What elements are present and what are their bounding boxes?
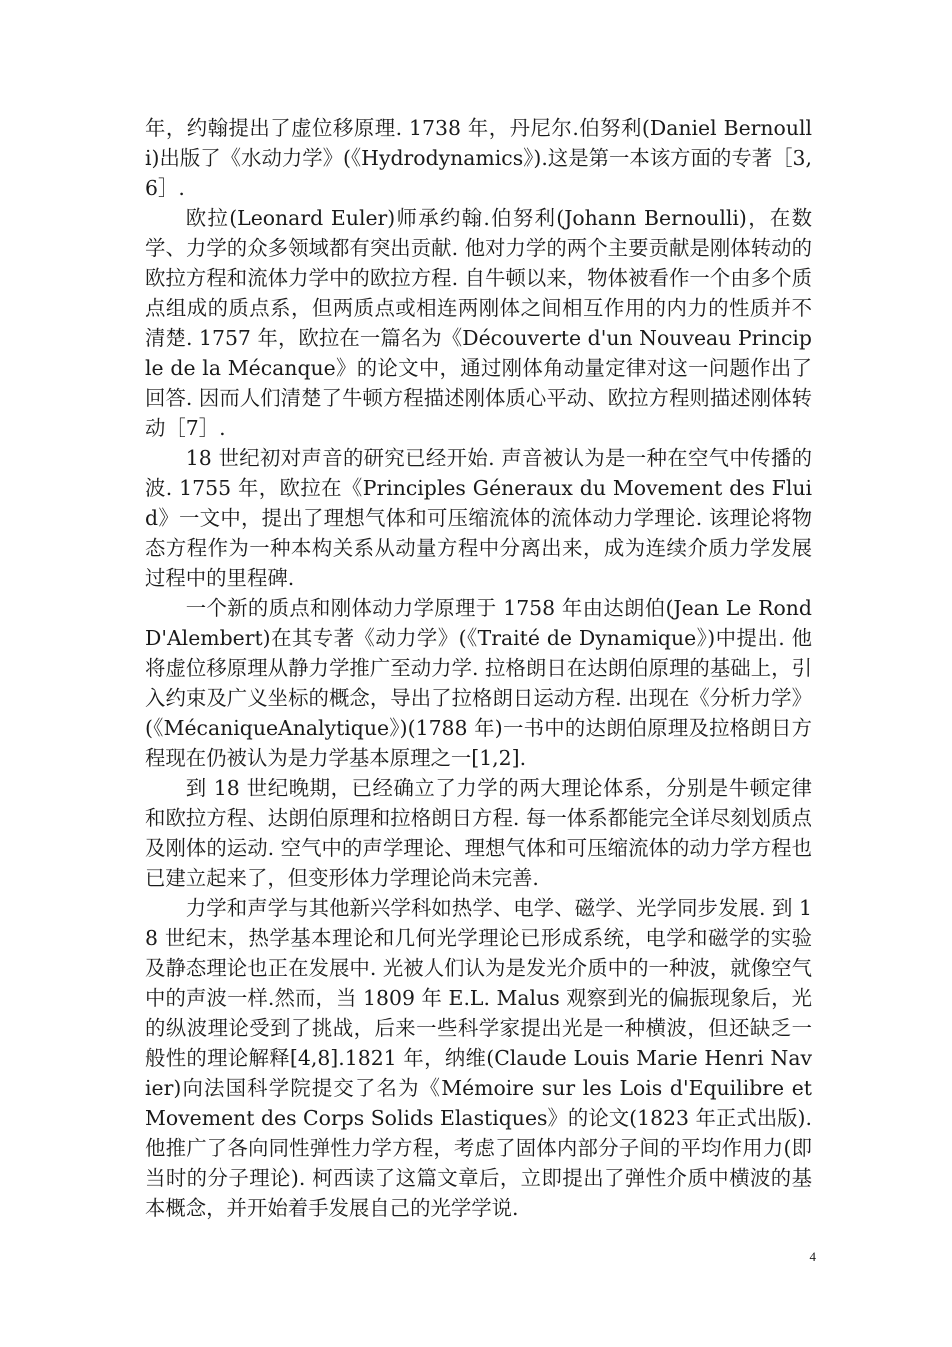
body-text	[145, 113, 812, 1223]
page-number: 4	[809, 1249, 816, 1264]
paragraph-3: 18 世纪初对声音的研究已经开始. 声音被认为是一种在空气中传播的波. 1755 年，欧拉在《Principles Géneraux du Movement des Fluid》一文中，提出了理想气体和可压缩流体的流体动力学理论. 该理论将物态方程作为一种本构关系从动量方程中分离出来，成为连续介质力学发展过程中的里程碑.	[145, 446, 812, 590]
paragraph-2: 欧拉(Leonard Euler)师承约翰.伯努利(Johann Bernoulli)，在数学、力学的众多领域都有突出贡献. 他对力学的两个主要贡献是刚体转动的欧拉方程和流体力学中的欧拉方程. 自牛顿以来，物体被看作一个由多个质点组成的质点系，但两质点或相连两刚体之间相互作用的内力的性质并不清楚. 1757 年，欧拉在一篇名为《Découverte d'un Nouveau Principle de la Mécanque》的论文中，通过刚体角动量定律对这一问题作出了回答. 因而人们清楚了牛顿方程描述刚体质心平动、欧拉方程则描述刚体转动［7］.	[145, 206, 812, 440]
paragraph-6: 力学和声学与其他新兴学科如热学、电学、磁学、光学同步发展. 到 18 世纪末，热学基本理论和几何光学理论已形成系统，电学和磁学的实验及静态理论也正在发展中. 光被人们认为是发光介质中的一种波，就像空气中的声波一样.然而，当 1809 年 E.L. Malus 观察到光的偏振现象后，光的纵波理论受到了挑战，后来一些科学家提出光是一种横波，但还缺乏一般性的理论解释[4,8].1821 年，纳维(Claude Louis Marie Henri Navier)向法国科学院提交了名为《Mémoire sur les Lois d'Equilibre et Movement des Corps Solids Elastiques》的论文(1823 年正式出版). 他推广了各向同性弹性力学方程，考虑了固体内部分子间的平均作用力(即当时的分子理论). 柯西读了这篇文章后，立即提出了弹性介质中横波的基本概念，并开始着手发展自己的光学学说.	[145, 896, 812, 1220]
paragraph-5: 到 18 世纪晚期，已经确立了力学的两大理论体系，分别是牛顿定律和欧拉方程、达朗伯原理和拉格朗日方程. 每一体系都能完全详尽刻划质点及刚体的运动. 空气中的声学理论、理想气体和可压缩流体的动力学方程也已建立起来了，但变形体力学理论尚未完善.	[145, 776, 812, 890]
paragraph-4: 一个新的质点和刚体动力学原理于 1758 年由达朗伯(Jean Le Rond D'Alembert)在其专著《动力学》(《Traité de Dynamique》)中提出. 他将虚位移原理从静力学推广至动力学. 拉格朗日在达朗伯原理的基础上，引入约束及广义坐标的概念，导出了拉格朗日运动方程. 出现在《分析力学》(《MécaniqueAnalytique》)(1788 年)一书中的达朗伯原理及拉格朗日方程现在仍被认为是力学基本原理之一[1,2].	[145, 596, 812, 770]
paragraph-1: 年，约翰提出了虚位移原理. 1738 年，丹尼尔.伯努利(Daniel Bernoulli)出版了《水动力学》(《Hydrodynamics》).这是第一本该方面的专著［3,6］.	[145, 116, 812, 200]
